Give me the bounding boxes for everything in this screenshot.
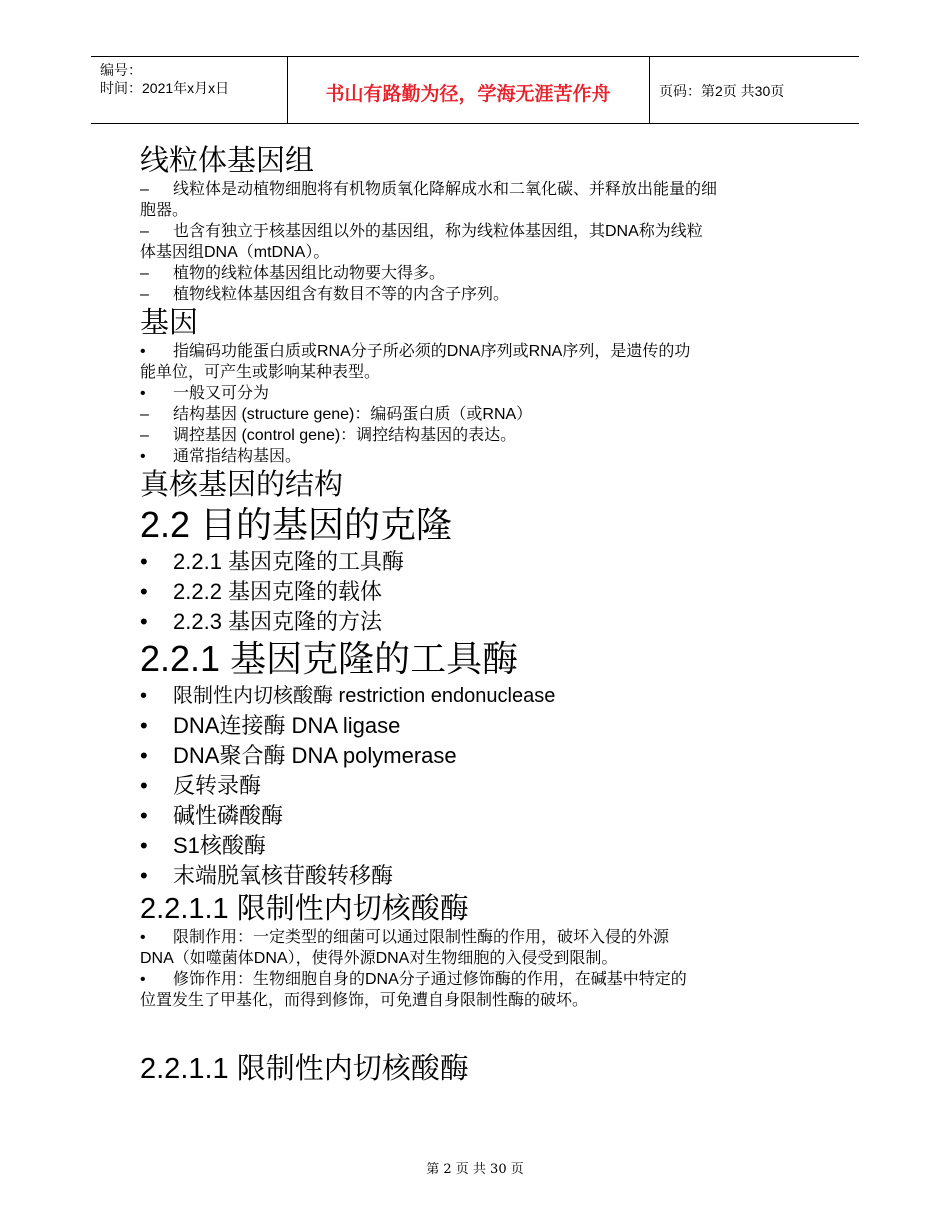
subsection-title: 2.2.1.1 限制性内切核酸酶: [140, 893, 469, 925]
list-item-text: 指编码功能蛋白质或RNA分子所必须的DNA序列或RNA序列，是遗传的功: [173, 343, 691, 360]
bullet-marker: •: [140, 343, 146, 360]
list-item: [140, 425, 820, 446]
list-item-continuation: 位置发生了甲基化，而得到修饰，可免遭自身限制性酶的破坏。: [140, 992, 589, 1009]
list-item-text: DNA聚合酶 DNA polymerase: [173, 743, 457, 768]
list-item-continuation: 能单位，可产生或影响某种表型。: [140, 364, 381, 381]
list-item-continuation: 体基因组DNA（mtDNA）。: [140, 244, 330, 261]
section-title: 真核基因的结构: [140, 469, 344, 501]
time-label: 时间：2021年x月x日: [100, 80, 230, 96]
list-item: [140, 221, 820, 242]
list-item-text: DNA连接酶 DNA ligase: [173, 713, 401, 738]
list-item: [140, 607, 820, 637]
list-item: [140, 711, 820, 741]
page-header: [91, 56, 859, 124]
dash-marker: –: [140, 427, 149, 444]
bullet-marker: •: [140, 579, 148, 604]
bullet-marker: •: [140, 549, 148, 574]
bullet-marker: •: [140, 609, 148, 634]
list-item-text: 限制作用：一定类型的细菌可以通过限制性酶的作用，破坏入侵的外源: [173, 929, 670, 946]
dash-marker: –: [140, 286, 149, 303]
list-item-text: 2.2.2 基因克隆的载体: [173, 579, 383, 604]
bullet-marker: •: [140, 803, 148, 828]
list-item-text: 也含有独立于核基因组以外的基因组，称为线粒体基因组，其DNA称为线粒: [173, 223, 703, 240]
section-title: 线粒体基因组: [140, 145, 315, 177]
list-item: [140, 341, 820, 362]
list-item: [140, 179, 820, 200]
list-item-text: 调控基因 (control gene)：调控结构基因的表达。: [173, 427, 517, 444]
list-item-text: 限制性内切核酸酶 restriction endonuclease: [173, 685, 556, 707]
list-item-text: 结构基因 (structure gene)：编码蛋白质（或RNA）: [173, 406, 533, 423]
list-item: [140, 927, 820, 948]
bullet-marker: •: [140, 833, 148, 858]
list-item: [140, 263, 820, 284]
list-item: [140, 831, 820, 861]
bullet-marker: •: [140, 685, 148, 707]
list-item: [140, 446, 820, 467]
list-item: [140, 383, 820, 404]
list-item: [140, 771, 820, 801]
list-item-text: 植物线粒体基因组含有数目不等的内含子序列。: [173, 286, 510, 303]
bullet-marker: •: [140, 448, 146, 465]
bullet-marker: •: [140, 863, 148, 888]
list-item-text: 碱性磷酸酶: [173, 803, 284, 828]
list-item: [140, 861, 820, 891]
list-item: [140, 284, 820, 305]
header-divider: [649, 57, 650, 123]
bullet-marker: •: [140, 743, 148, 768]
header-page-label: 页码：第2页 共30页: [659, 83, 785, 99]
dash-marker: –: [140, 406, 149, 423]
page-footer: 第 2 页 共 30 页: [426, 1162, 524, 1177]
chapter-title: 2.2 目的基因的克隆: [140, 504, 453, 545]
list-item-text: 末端脱氧核苷酸转移酶: [173, 863, 394, 888]
list-item-text: 线粒体是动植物细胞将有机物质氧化降解成水和二氧化碳、并释放出能量的细: [173, 181, 718, 198]
list-item: [140, 547, 820, 577]
list-item-text: 修饰作用：生物细胞自身的DNA分子通过修饰酶的作用，在碱基中特定的: [173, 971, 687, 988]
bullet-marker: •: [140, 929, 146, 946]
list-item-text: 2.2.1 基因克隆的工具酶: [173, 549, 405, 574]
bullet-marker: •: [140, 385, 146, 402]
document-body: [140, 143, 820, 1087]
subsection-title: 2.2.1.1 限制性内切核酸酶: [140, 1053, 469, 1085]
list-item: [140, 577, 820, 607]
list-item-continuation: 胞器。: [140, 202, 189, 219]
bullet-marker: •: [140, 773, 148, 798]
dash-marker: –: [140, 265, 149, 282]
number-label: 编号：: [100, 62, 142, 78]
list-item-text: 反转录酶: [173, 773, 262, 798]
list-item: [140, 969, 820, 990]
list-item-text: 通常指结构基因。: [173, 448, 302, 465]
list-item: [140, 801, 820, 831]
list-item-text: S1核酸酶: [173, 833, 266, 858]
chapter-title: 2.2.1 基因克隆的工具酶: [140, 638, 519, 679]
list-item-continuation: DNA（如噬菌体DNA），使得外源DNA对生物细胞的入侵受到限制。: [140, 950, 618, 967]
dash-marker: –: [140, 223, 149, 240]
list-item-text: 植物的线粒体基因组比动物要大得多。: [173, 265, 446, 282]
list-item-text: 一般又可分为: [173, 385, 270, 402]
spacer: [140, 1011, 820, 1051]
list-item: [140, 741, 820, 771]
dash-marker: –: [140, 181, 149, 198]
list-item: [140, 681, 820, 711]
bullet-marker: •: [140, 971, 146, 988]
bullet-marker: •: [140, 713, 148, 738]
header-motto: 书山有路勤为径，学海无涯苦作舟: [325, 84, 611, 105]
section-title: 基因: [140, 307, 199, 339]
list-item: [140, 404, 820, 425]
header-meta: [100, 61, 229, 97]
list-item-text: 2.2.3 基因克隆的方法: [173, 609, 383, 634]
